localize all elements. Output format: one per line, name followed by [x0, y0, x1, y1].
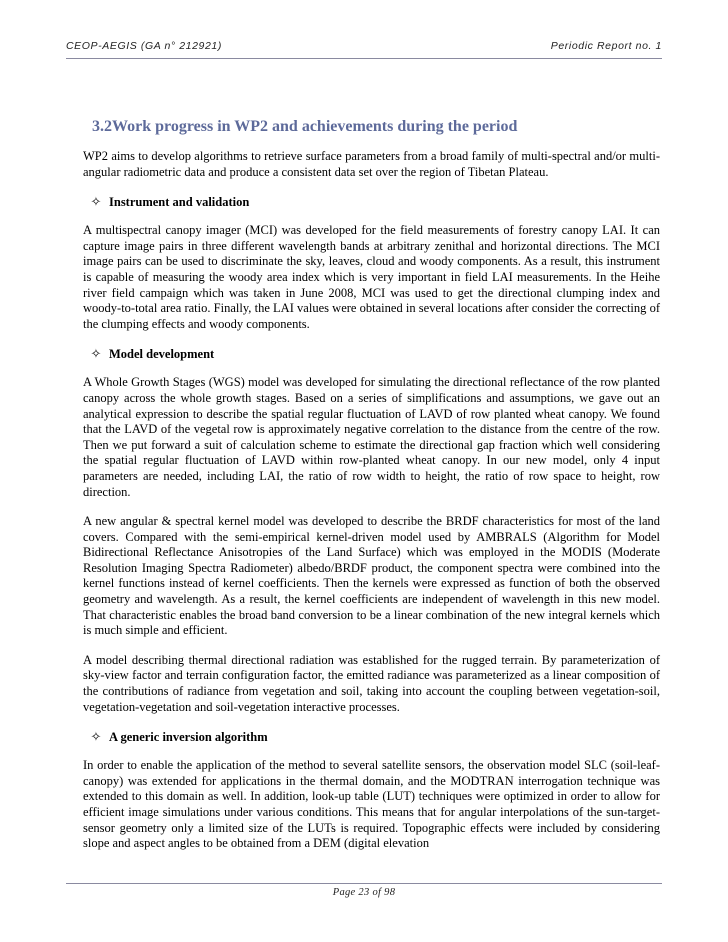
- diamond-bullet-icon: ✧: [90, 194, 102, 210]
- section-number: 3.2: [92, 118, 112, 135]
- subsection-title: Instrument and validation: [109, 194, 250, 209]
- running-header: [66, 40, 662, 52]
- paragraph: A model describing thermal directional radiation was established for the rugged terrain. By parameterization of sky-view factor and terrain configuration factor, the emitted radiance was parameterized as a linear composition of the contributions of radiance from vegetation and soil, taking into account the coupling between vegetation-soil, vegetation-vegetation and soil-vegetation interactive processes.: [83, 652, 660, 714]
- paragraph: A Whole Growth Stages (WGS) model was developed for simulating the directional reflectance of the row planted canopy across the whole growth stages. Based on a series of simplifications and assumptions, we gave out an analytical expression to describe the spatial regular fluctuation of LAVD of row planted wheat canopy. We found that the LAVD of the vegetal row is approximately negative correlation to the distance from the centre of the row. Then we put forward a suit of calculation scheme to estimate the directional gap fraction which well considering the spatial regular fluctuation of LAVD within row-planted wheat canopy. In our new model, only 4 input parameters are needed, including LAI, the ratio of row width to height, the ratio of row space to height, row direction.: [83, 375, 660, 499]
- page-number: Page 23 of 98: [332, 887, 396, 898]
- subsection-heading-instrument: [83, 194, 660, 210]
- footer-rule: [66, 883, 662, 884]
- section-heading: [92, 118, 660, 136]
- paragraph: A new angular & spectral kernel model was developed to describe the BRDF characteristics for most of the land covers. Compared with the semi-empirical kernel-driven model used by AMBRALS (Algorithm for Model Bidirectional Reflectance Anisotropies of the Land Surface) which was employed in the MODIS (Moderate Resolution Imaging Spectra Radiometer) albedo/BRDF product, the component spectra were combined into the kernel functions instead of kernel coefficients. Then the kernels were expressed as function of both the observed geometry and wavelength. As a result, the kernel coefficients are independent of wavelength in this new model. That characteristic enables the broad band conversion to be a linear combination of the new integral kernels which is much simple and efficient.: [83, 514, 660, 638]
- subsection-heading-model: [83, 346, 660, 362]
- header-right: Periodic Report no. 1: [550, 40, 662, 52]
- subsection-title: Model development: [109, 346, 215, 361]
- page-body: [83, 118, 660, 866]
- subsection-title: A generic inversion algorithm: [109, 729, 268, 744]
- section-title: Work progress in WP2 and achievements during the period: [112, 118, 518, 135]
- header-rule: [66, 58, 662, 59]
- diamond-bullet-icon: ✧: [90, 346, 102, 362]
- subsection-heading-inversion: [83, 729, 660, 745]
- intro-paragraph: WP2 aims to develop algorithms to retrieve surface parameters from a broad family of multi-spectral and/or multi-angular radiometric data and produce a consistent data set over the region of Tibetan Plateau.: [83, 149, 660, 179]
- header-left: CEOP-AEGIS (GA n° 212921): [66, 40, 222, 52]
- paragraph: A multispectral canopy imager (MCI) was developed for the field measurements of forestry canopy LAI. It can capture image pairs in three different wavelength bands at arbitrary zenithal and horizontal directions. The MCI image pairs can be used to discriminate the sky, leaves, cloud and woody components. As a result, this instrument is capable of measuring the woody area index which is very important in field LAI measurements. In the Heihe river field campaign which was taken in June 2008, MCI was used to get the directional clumping index and woody-to-total area ratio. Finally, the LAI values were obtained in several locations after consider the correcting of the clumping effects and woody components.: [83, 223, 660, 331]
- paragraph: In order to enable the application of the method to several satellite sensors, the observation model SLC (soil-leaf-canopy) was extended for applications in the thermal domain, and the MODTRAN interrogation technique was extended to this domain as well. In addition, look-up table (LUT) techniques were optimized in order to allow for efficient image simulations under various conditions. This means that for angular interpolations of the sun-target-sensor geometry only a limited size of the LUTs is required. Topographic effects were included by considering slope and aspect angles to be obtained from a DEM (digital elevation: [83, 758, 660, 851]
- diamond-bullet-icon: ✧: [90, 729, 102, 745]
